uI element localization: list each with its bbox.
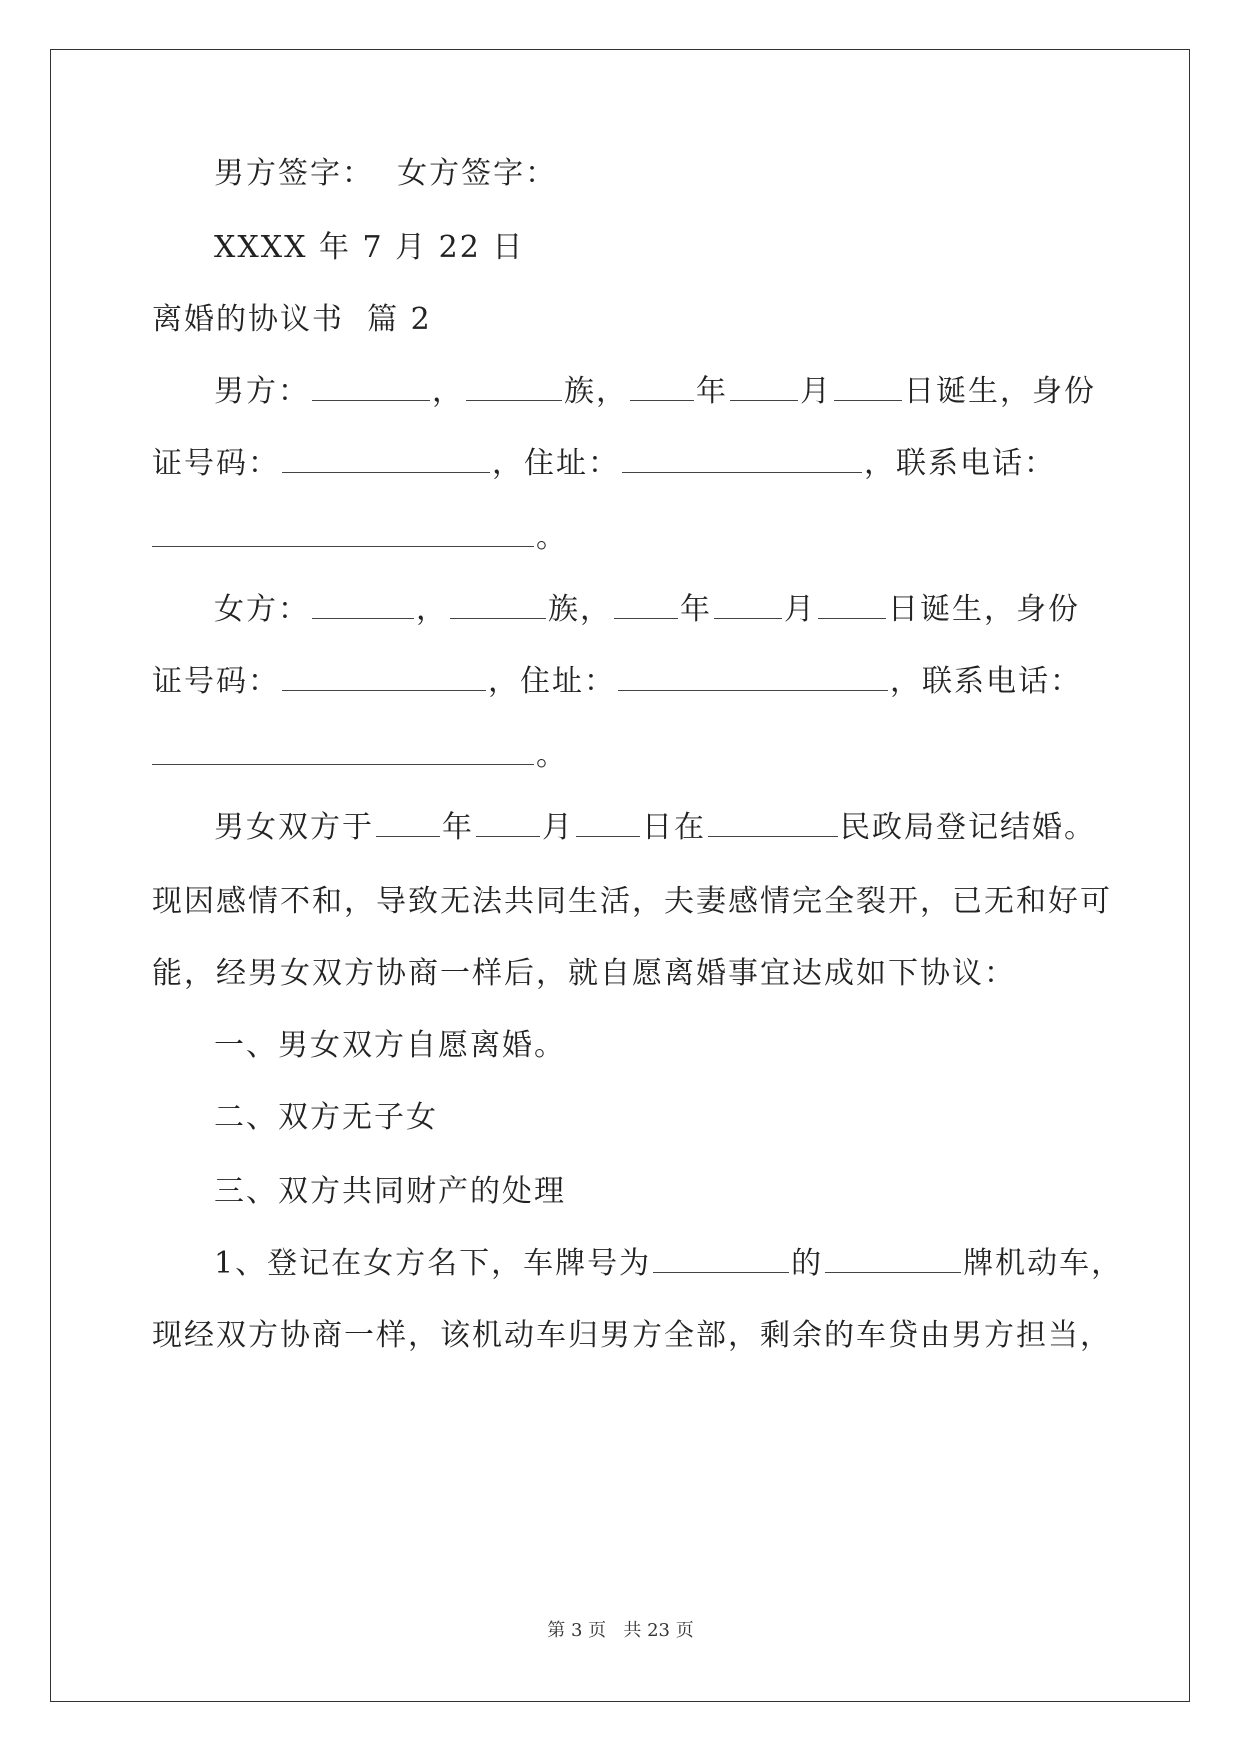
blank-field[interactable] (466, 376, 562, 401)
blank-field[interactable] (653, 1248, 789, 1273)
male-info-line-2: 证号码： ，住址： ，联系电话： (152, 446, 1056, 481)
marriage-line-1: 男女双方于 年 月 日在 民政局登记结婚。 (214, 810, 1096, 845)
agreement-item-2: 二、双方无子女 (214, 1100, 438, 1135)
blank-field[interactable] (714, 594, 782, 619)
blank-field[interactable] (818, 594, 886, 619)
page-frame (50, 49, 1190, 1702)
vehicle-clause-line-1: 1、登记在女方名下，车牌号为 的 牌机动车， (214, 1246, 1124, 1281)
page-footer (0, 1616, 1241, 1642)
section-title: 离婚的协议书 篇 2 (152, 302, 432, 337)
blank-field[interactable] (312, 376, 430, 401)
signature-line: 男方签字： 女方签字： (214, 156, 558, 191)
male-info-line-1: 男方： ， 族， 年 月 日诞生，身份 (214, 374, 1096, 409)
blank-field[interactable] (618, 666, 888, 691)
female-info-line-2: 证号码： ，住址： ，联系电话： (152, 664, 1082, 699)
blank-field[interactable] (614, 594, 678, 619)
blank-field[interactable] (622, 448, 862, 473)
female-info-line-3: 。 (152, 738, 568, 774)
blank-field[interactable] (152, 522, 534, 547)
male-info-line-3: 。 (152, 520, 568, 556)
blank-field[interactable] (152, 740, 534, 765)
blank-field[interactable] (708, 812, 838, 837)
date-line: XXXX 年 7 月 22 日 (214, 230, 525, 265)
blank-field[interactable] (630, 376, 694, 401)
vehicle-clause-line-2: 现经双方协商一样，该机动车归男方全部，剩余的车贷由男方担当， (152, 1318, 1112, 1353)
blank-field[interactable] (282, 448, 490, 473)
blank-field[interactable] (476, 812, 540, 837)
page-total: 共 23 页 (623, 1620, 694, 1641)
blank-field[interactable] (376, 812, 440, 837)
blank-field[interactable] (834, 376, 902, 401)
blank-field[interactable] (450, 594, 546, 619)
marriage-line-2: 现因感情不和，导致无法共同生活，夫妻感情完全裂开，已无和好可 (152, 884, 1112, 919)
blank-field[interactable] (730, 376, 798, 401)
female-info-line-1: 女方： ， 族， 年 月 日诞生，身份 (214, 592, 1080, 627)
blank-field[interactable] (282, 666, 486, 691)
page-number: 第 3 页 (547, 1620, 607, 1641)
agreement-item-3: 三、双方共同财产的处理 (214, 1174, 566, 1209)
blank-field[interactable] (576, 812, 640, 837)
agreement-item-1: 一、男女双方自愿离婚。 (214, 1028, 566, 1063)
blank-field[interactable] (312, 594, 414, 619)
marriage-line-3: 能，经男女双方协商一样后，就自愿离婚事宜达成如下协议： (152, 956, 1016, 991)
blank-field[interactable] (825, 1248, 961, 1273)
